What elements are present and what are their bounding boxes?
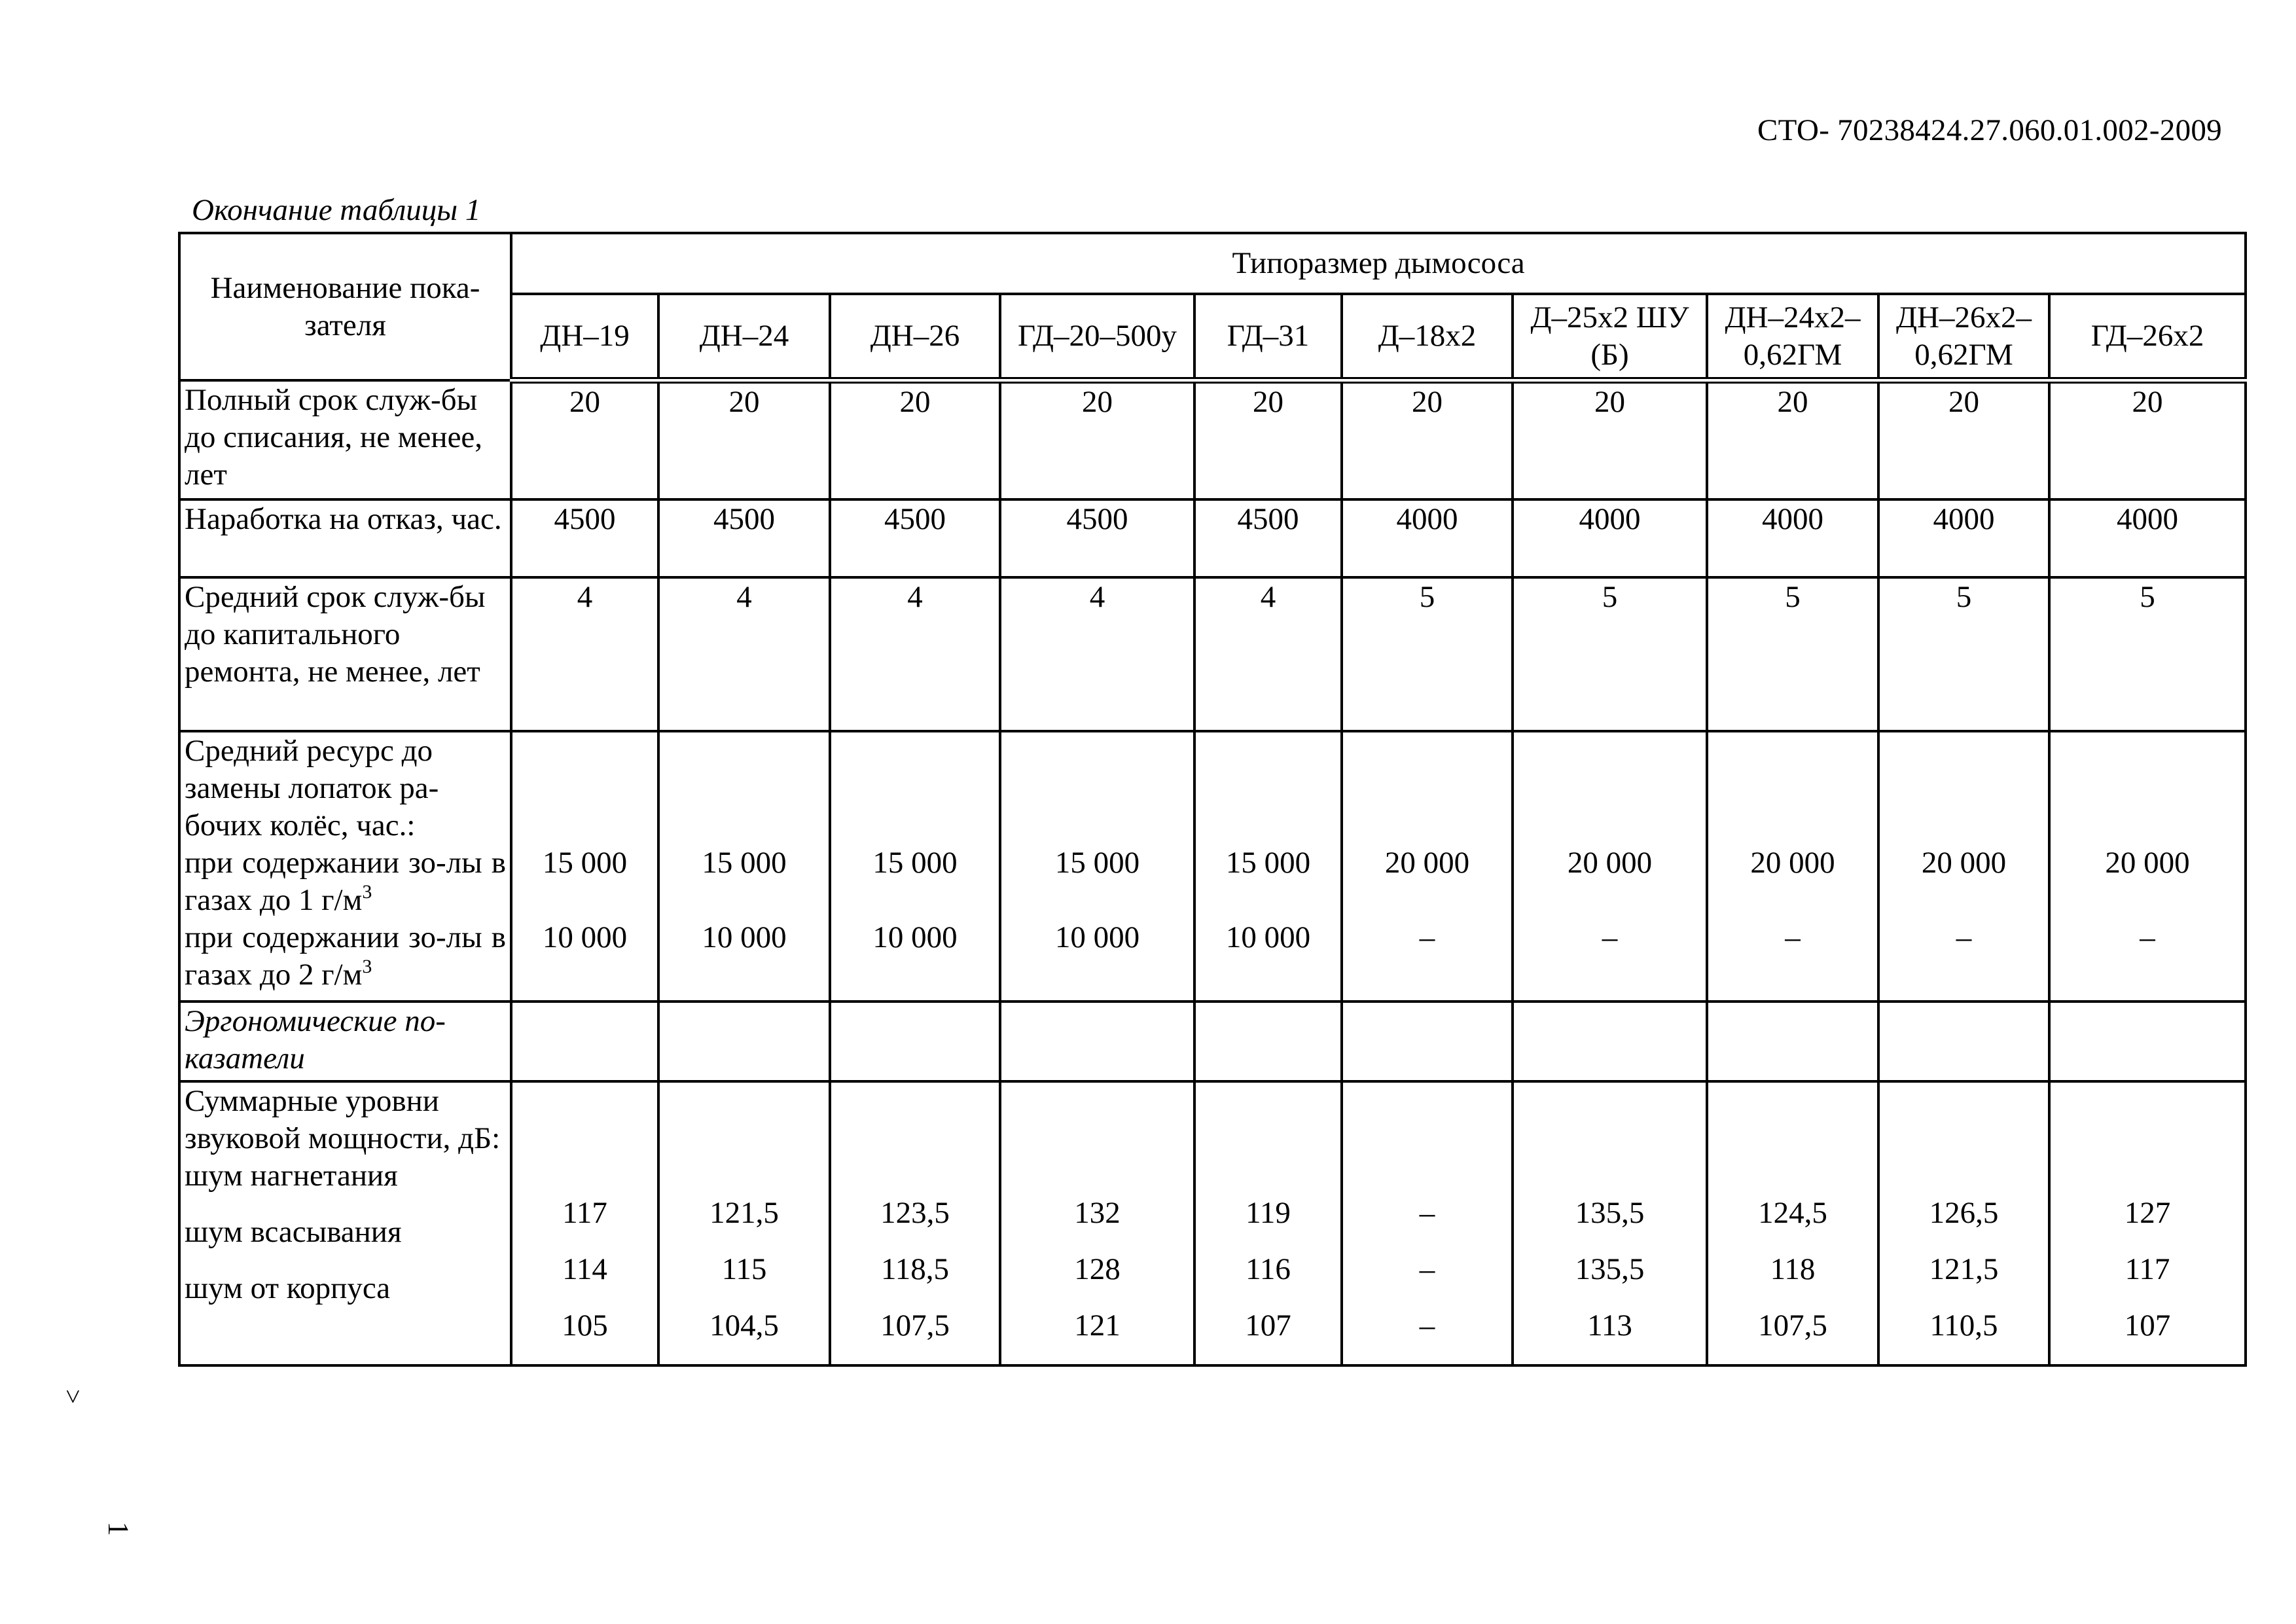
column-header: ГД–26х2: [2049, 294, 2246, 380]
table-cell: 4: [830, 577, 1000, 731]
section-label: Эргономические по-казатели: [179, 1001, 511, 1081]
noise-value: 121: [1074, 1308, 1121, 1343]
column-header: ДН–26х2–0,62ГМ: [1878, 294, 2049, 380]
table-cell: [1194, 1001, 1342, 1081]
table-cell: 5: [1513, 577, 1707, 731]
row-label: Наработка на отказ, час.: [179, 499, 511, 577]
table-cell: [1513, 1081, 1707, 1365]
noise-value: 107,5: [880, 1308, 950, 1343]
table-cell: [658, 1001, 830, 1081]
noise-value: 107: [2124, 1308, 2171, 1343]
table-cell: 15 000 10 000: [1194, 731, 1342, 1002]
table-cell: [1342, 1001, 1513, 1081]
table-cell: 20: [1878, 380, 2049, 499]
row-label-text: Суммарные уровни звуковой мощности, дБ:: [185, 1084, 501, 1156]
table-cell: [1878, 1081, 2049, 1365]
table-cell: 20 000 –: [2049, 731, 2246, 1002]
noise-value: 118: [1770, 1252, 1816, 1287]
table-cell: [2049, 1081, 2246, 1365]
table-cell: 15 000 10 000: [1000, 731, 1194, 1002]
table-cell: 20: [830, 380, 1000, 499]
noise-value: 118,5: [880, 1252, 949, 1287]
noise-value: 113: [1587, 1308, 1632, 1343]
specs-table: [178, 232, 2247, 1367]
table-cell: [1194, 1081, 1342, 1365]
noise-value: 126,5: [1929, 1196, 1999, 1231]
table-cell: [1000, 1081, 1194, 1365]
table-cell: 20 000 –: [1342, 731, 1513, 1002]
row-label-text: Средний ресурс до замены лопаток ра-бочих колёс, час.:: [185, 733, 439, 842]
noise-value: 135,5: [1575, 1252, 1645, 1287]
table-cell: 4000: [1878, 499, 2049, 577]
column-header: ГД–31: [1194, 294, 1342, 380]
noise-value: 123,5: [880, 1196, 950, 1231]
table-cell: 20: [658, 380, 830, 499]
table-cell: [658, 1081, 830, 1365]
table-cell: [1707, 1001, 1878, 1081]
noise-value: 114: [562, 1252, 607, 1287]
table-cell: 15 000 10 000: [511, 731, 658, 1002]
noise-value: 115: [721, 1252, 767, 1287]
header-row-top: [179, 233, 2246, 294]
column-header: ДН–24х2–0,62ГМ: [1707, 294, 1878, 380]
noise-value: 117: [2125, 1252, 2170, 1287]
group-header: [511, 233, 2246, 294]
table-cell: 4500: [658, 499, 830, 577]
table-cell: 4000: [1513, 499, 1707, 577]
table-cell: 20: [1194, 380, 1342, 499]
table-cell: 20: [2049, 380, 2246, 499]
table-cell: [2049, 1001, 2246, 1081]
table-cell: 20: [1342, 380, 1513, 499]
noise-value: –: [1419, 1252, 1435, 1287]
table-cell: 4: [658, 577, 830, 731]
table-cell: 20: [1000, 380, 1194, 499]
noise-value: 107: [1245, 1308, 1291, 1343]
column-header: ДН–26: [830, 294, 1000, 380]
table-row: [179, 731, 2246, 1002]
table-cell: 4000: [1707, 499, 1878, 577]
margin-mark-page-number: 1: [102, 1521, 135, 1536]
table-cell: 5: [1707, 577, 1878, 731]
table-cell: 5: [1342, 577, 1513, 731]
row-label: [179, 731, 511, 1002]
table-cell: 4000: [1342, 499, 1513, 577]
noise-value: 128: [1074, 1252, 1121, 1287]
noise-value: 104,5: [709, 1308, 779, 1343]
noise-value: –: [1419, 1196, 1435, 1231]
table-cell: 20 000 –: [1513, 731, 1707, 1002]
margin-mark: >: [58, 1389, 88, 1404]
noise-value: 132: [1074, 1196, 1121, 1231]
column-header: ДН–19: [511, 294, 658, 380]
row-sub-label: шум нагнетания: [185, 1159, 398, 1193]
row-label: [179, 1081, 511, 1365]
table-cell: [1513, 1001, 1707, 1081]
noise-value: 110,5: [1929, 1308, 1998, 1343]
table-cell: [830, 1001, 1000, 1081]
column-header: ДН–24: [658, 294, 830, 380]
table-cell: 4: [1000, 577, 1194, 731]
group-header-text: Типоразмер дымососа: [1232, 246, 1525, 280]
table-cell: [1342, 1081, 1513, 1365]
table-cell: [1878, 1001, 2049, 1081]
table-cell: [830, 1081, 1000, 1365]
noise-value: 135,5: [1575, 1196, 1645, 1231]
table-cell: 4500: [830, 499, 1000, 577]
noise-value: 127: [2124, 1196, 2171, 1231]
table-cell: 20: [1513, 380, 1707, 499]
column-header: ГД–20–500у: [1000, 294, 1194, 380]
noise-value: 121,5: [709, 1196, 779, 1231]
table-cell: 15 000 10 000: [658, 731, 830, 1002]
table-cell: 4500: [1000, 499, 1194, 577]
first-column-header: [179, 233, 511, 380]
row-sub-label: при содержании зо-лы в газах до 1 $г/м^3$: [185, 845, 506, 917]
table-cell: 5: [1878, 577, 2049, 731]
table-caption: Окончание таблицы 1: [192, 193, 481, 227]
table-cell: 4000: [2049, 499, 2246, 577]
noise-value: 117: [562, 1196, 607, 1231]
table-cell: 4500: [511, 499, 658, 577]
table-cell: [1707, 1081, 1878, 1365]
table-cell: [511, 1081, 658, 1365]
document-code: СТО- 70238424.27.060.01.002-2009: [1757, 113, 2222, 147]
table-cell: 20: [1707, 380, 1878, 499]
table-cell: 4500: [1194, 499, 1342, 577]
section-row: [179, 1001, 2246, 1081]
noise-value: –: [1419, 1308, 1435, 1343]
table-cell: 4: [1194, 577, 1342, 731]
row-label: Средний срок служ-бы до капитального ремонта, не менее, лет: [179, 577, 511, 731]
row-sub-label: шум от корпуса: [185, 1271, 391, 1306]
row-sub-label: при содержании зо-лы в газах до 2 $г/м^3$: [185, 920, 506, 992]
table-row: [179, 1081, 2246, 1365]
noise-value: 119: [1246, 1196, 1291, 1231]
table-row: [179, 499, 2246, 577]
noise-value: 121,5: [1929, 1252, 1999, 1287]
table-cell: 20 000 –: [1707, 731, 1878, 1002]
row-sub-label: шум всасывания: [185, 1215, 402, 1250]
table-row: [179, 380, 2246, 499]
column-header: Д–25х2 ШУ (Б): [1513, 294, 1707, 380]
table-cell: 20: [511, 380, 658, 499]
noise-value: 124,5: [1758, 1196, 1827, 1231]
row-label: Полный срок служ-бы до списания, не менее, лет: [179, 380, 511, 499]
first-column-header-text: Наименование пока-зателя: [210, 270, 480, 342]
table-cell: [511, 1001, 658, 1081]
table-row: [179, 577, 2246, 731]
noise-value: 107,5: [1758, 1308, 1827, 1343]
noise-value: 105: [562, 1308, 608, 1343]
table-cell: 20 000 –: [1878, 731, 2049, 1002]
table-cell: 5: [2049, 577, 2246, 731]
column-header: Д–18х2: [1342, 294, 1513, 380]
table-cell: 15 000 10 000: [830, 731, 1000, 1002]
table-cell: 4: [511, 577, 658, 731]
noise-value: 116: [1246, 1252, 1291, 1287]
table-cell: [1000, 1001, 1194, 1081]
